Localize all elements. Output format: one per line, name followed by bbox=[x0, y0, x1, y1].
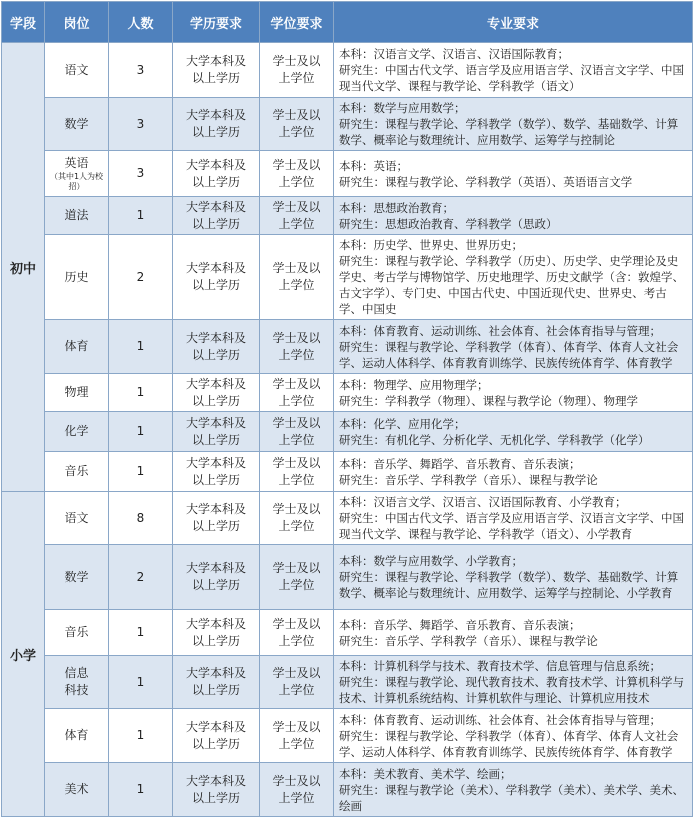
degree-cell: 学士及以上学位 bbox=[260, 151, 334, 197]
position-label: 语文 bbox=[64, 62, 89, 77]
table-row bbox=[2, 610, 693, 656]
table-row bbox=[2, 43, 693, 98]
count-cell: 2 bbox=[109, 545, 173, 610]
major-line: 研究生：音乐学、学科教学（音乐）、课程与教学论 bbox=[339, 633, 598, 648]
recruitment-table bbox=[1, 1, 693, 817]
major-line: 本科：物理学、应用物理学； bbox=[339, 377, 489, 392]
position-label: 化学 bbox=[64, 424, 89, 438]
education-cell: 大学本科及以上学历 bbox=[173, 412, 260, 452]
major-line: 研究生：课程与教学论、学科教学（数学）、数学、基础数学、计算数学、概率论与数理统计、应用数学、运筹学与控制论 bbox=[339, 117, 679, 147]
position-label: 体育 bbox=[64, 728, 89, 742]
header-education: 学历要求 bbox=[173, 2, 260, 43]
major-cell bbox=[334, 43, 693, 98]
education-cell: 大学本科及以上学历 bbox=[173, 492, 260, 545]
major-line: 研究生：课程与教学论（美术）、学科教学（美术）、美术学、美术、绘画 bbox=[339, 782, 684, 813]
table-row bbox=[2, 374, 693, 412]
position-cell bbox=[45, 763, 109, 817]
degree-cell: 学士及以上学位 bbox=[260, 374, 334, 412]
major-cell bbox=[334, 235, 693, 320]
major-line: 本科：英语； bbox=[339, 158, 408, 173]
header-position: 岗位 bbox=[45, 2, 109, 43]
education-cell: 大学本科及以上学历 bbox=[173, 98, 260, 151]
table-row bbox=[2, 151, 693, 197]
stage-cell: 小学 bbox=[2, 492, 45, 817]
major-cell bbox=[334, 374, 693, 412]
major-line: 研究生：课程与教学论、学科教学（数学）、数学、基础数学、计算数学、概率论与数理统计、应用数学、运筹学与控制论、小学教育 bbox=[339, 570, 679, 600]
position-label: 数学 bbox=[64, 569, 89, 584]
major-line: 本科：美术教育、美术学、绘画； bbox=[339, 766, 512, 781]
position-label: 历史 bbox=[64, 269, 89, 284]
major-line: 本科：音乐学、舞蹈学、音乐教育、音乐表演； bbox=[339, 617, 581, 632]
table-row bbox=[2, 452, 693, 492]
major-cell bbox=[334, 492, 693, 545]
major-cell bbox=[334, 320, 693, 374]
position-cell bbox=[45, 492, 109, 545]
table-row bbox=[2, 709, 693, 763]
major-cell bbox=[334, 763, 693, 817]
education-cell: 大学本科及以上学历 bbox=[173, 763, 260, 817]
major-line: 本科：汉语言文学、汉语言、汉语国际教育； bbox=[339, 47, 569, 61]
position-label: 数学 bbox=[64, 116, 89, 131]
degree-cell: 学士及以上学位 bbox=[260, 709, 334, 763]
position-label: 语文 bbox=[64, 510, 89, 525]
degree-cell: 学士及以上学位 bbox=[260, 763, 334, 817]
degree-cell: 学士及以上学位 bbox=[260, 412, 334, 452]
header-major: 专业要求 bbox=[334, 2, 693, 43]
major-cell bbox=[334, 98, 693, 151]
count-cell: 3 bbox=[109, 98, 173, 151]
stage-cell: 初中 bbox=[2, 43, 45, 492]
education-cell: 大学本科及以上学历 bbox=[173, 709, 260, 763]
major-line: 本科：历史学、世界史、世界历史； bbox=[339, 238, 523, 252]
table-row bbox=[2, 545, 693, 610]
major-cell bbox=[334, 545, 693, 610]
count-cell: 3 bbox=[109, 43, 173, 98]
major-cell bbox=[334, 197, 693, 235]
table-row bbox=[2, 320, 693, 374]
major-line: 研究生：课程与教学论、学科教学（体育）、体育学、体育人文社会学、运动人体科学、体育教育训练学、民族传统体育学、体育教学 bbox=[339, 728, 679, 759]
table-row bbox=[2, 412, 693, 452]
major-cell bbox=[334, 656, 693, 709]
major-line: 本科：思想政治教育； bbox=[339, 200, 454, 215]
major-cell bbox=[334, 452, 693, 492]
header-row bbox=[2, 2, 693, 43]
count-cell: 3 bbox=[109, 151, 173, 197]
count-cell: 2 bbox=[109, 235, 173, 320]
count-cell: 1 bbox=[109, 320, 173, 374]
table-row bbox=[2, 98, 693, 151]
major-line: 本科：计算机科学与技术、教育技术学、信息管理与信息系统； bbox=[339, 659, 661, 673]
education-cell: 大学本科及以上学历 bbox=[173, 452, 260, 492]
position-cell bbox=[45, 235, 109, 320]
degree-cell: 学士及以上学位 bbox=[260, 656, 334, 709]
count-cell: 1 bbox=[109, 709, 173, 763]
degree-cell: 学士及以上学位 bbox=[260, 320, 334, 374]
position-cell bbox=[45, 709, 109, 763]
table-row bbox=[2, 197, 693, 235]
header-degree: 学位要求 bbox=[260, 2, 334, 43]
education-cell: 大学本科及以上学历 bbox=[173, 374, 260, 412]
position-label: 音乐 bbox=[64, 464, 89, 478]
count-cell: 1 bbox=[109, 763, 173, 817]
major-line: 研究生：学科教学（物理）、课程与教学论（物理）、物理学 bbox=[339, 393, 638, 408]
position-label: 道法 bbox=[64, 208, 89, 222]
table-row bbox=[2, 763, 693, 817]
table-row bbox=[2, 235, 693, 320]
position-label: 物理 bbox=[64, 385, 89, 399]
position-label: 体育 bbox=[64, 339, 89, 353]
table-row bbox=[2, 492, 693, 545]
education-cell: 大学本科及以上学历 bbox=[173, 545, 260, 610]
degree-cell: 学士及以上学位 bbox=[260, 545, 334, 610]
position-cell bbox=[45, 98, 109, 151]
position-label: 信息科技 bbox=[64, 666, 89, 697]
education-cell: 大学本科及以上学历 bbox=[173, 235, 260, 320]
major-line: 研究生：课程与教学论、学科教学（英语）、英语语言文学 bbox=[339, 174, 633, 189]
major-line: 本科：数学与应用数学； bbox=[339, 101, 466, 115]
position-note: （其中1人为校招） bbox=[49, 172, 104, 191]
degree-cell: 学士及以上学位 bbox=[260, 197, 334, 235]
count-cell: 1 bbox=[109, 197, 173, 235]
position-cell bbox=[45, 656, 109, 709]
position-cell bbox=[45, 545, 109, 610]
major-line: 研究生：思想政治教育、学科教学（思政） bbox=[339, 216, 558, 231]
degree-cell: 学士及以上学位 bbox=[260, 98, 334, 151]
major-line: 研究生：有机化学、分析化学、无机化学、学科教学（化学） bbox=[339, 432, 650, 447]
education-cell: 大学本科及以上学历 bbox=[173, 197, 260, 235]
education-cell: 大学本科及以上学历 bbox=[173, 656, 260, 709]
major-cell bbox=[334, 151, 693, 197]
header-count: 人数 bbox=[109, 2, 173, 43]
major-line: 研究生：中国古代文学、语言学及应用语言学、汉语言文字学、中国现当代文学、课程与教学论、学科教学（语文） bbox=[339, 63, 684, 93]
position-label: 英语 bbox=[64, 156, 89, 170]
major-line: 研究生：课程与教学论、现代教育技术、教育技术学、计算机科学与技术、计算机系统结构、计算机软件与理论、计算机应用技术 bbox=[339, 675, 684, 705]
major-line: 本科：体育教育、运动训练、社会体育、社会体育指导与管理； bbox=[339, 712, 661, 727]
degree-cell: 学士及以上学位 bbox=[260, 610, 334, 656]
major-line: 研究生：中国古代文学、语言学及应用语言学、汉语言文字学、中国现当代文学、课程与教学论、学科教学（语文）、小学教育 bbox=[339, 511, 684, 541]
major-line: 本科：化学、应用化学； bbox=[339, 416, 466, 431]
count-cell: 1 bbox=[109, 374, 173, 412]
education-cell: 大学本科及以上学历 bbox=[173, 610, 260, 656]
position-cell bbox=[45, 151, 109, 197]
education-cell: 大学本科及以上学历 bbox=[173, 43, 260, 98]
position-cell bbox=[45, 610, 109, 656]
education-cell: 大学本科及以上学历 bbox=[173, 151, 260, 197]
major-line: 本科：体育教育、运动训练、社会体育、社会体育指导与管理； bbox=[339, 323, 661, 338]
major-line: 研究生：课程与教学论、学科教学（历史）、历史学、史学理论及史学史、考古学与博物馆学、历史地理学、历史文献学（含：敦煌学、古文字学）、专门史、中国古代史、中国近现代史、世界史、考古学、中国史 bbox=[339, 254, 684, 316]
count-cell: 1 bbox=[109, 656, 173, 709]
education-cell: 大学本科及以上学历 bbox=[173, 320, 260, 374]
position-label: 美术 bbox=[64, 782, 89, 796]
degree-cell: 学士及以上学位 bbox=[260, 43, 334, 98]
major-cell bbox=[334, 709, 693, 763]
degree-cell: 学士及以上学位 bbox=[260, 452, 334, 492]
major-line: 本科：音乐学、舞蹈学、音乐教育、音乐表演； bbox=[339, 456, 581, 471]
position-cell bbox=[45, 452, 109, 492]
major-line: 本科：汉语言文学、汉语言、汉语国际教育、小学教育； bbox=[339, 495, 627, 509]
count-cell: 1 bbox=[109, 412, 173, 452]
header-stage: 学段 bbox=[2, 2, 45, 43]
degree-cell: 学士及以上学位 bbox=[260, 235, 334, 320]
table-body bbox=[2, 43, 693, 817]
position-cell bbox=[45, 412, 109, 452]
count-cell: 1 bbox=[109, 452, 173, 492]
major-line: 研究生：音乐学、学科教学（音乐）、课程与教学论 bbox=[339, 472, 598, 487]
position-cell bbox=[45, 320, 109, 374]
major-line: 本科：数学与应用数学、小学教育； bbox=[339, 554, 523, 568]
count-cell: 1 bbox=[109, 610, 173, 656]
table-row bbox=[2, 656, 693, 709]
count-cell: 8 bbox=[109, 492, 173, 545]
degree-cell: 学士及以上学位 bbox=[260, 492, 334, 545]
position-cell bbox=[45, 43, 109, 98]
major-cell bbox=[334, 610, 693, 656]
position-cell bbox=[45, 374, 109, 412]
major-line: 研究生：课程与教学论、学科教学（体育）、体育学、体育人文社会学、运动人体科学、体育教育训练学、民族传统体育学、体育教学 bbox=[339, 339, 679, 370]
position-label: 音乐 bbox=[64, 625, 89, 639]
position-cell bbox=[45, 197, 109, 235]
major-cell bbox=[334, 412, 693, 452]
